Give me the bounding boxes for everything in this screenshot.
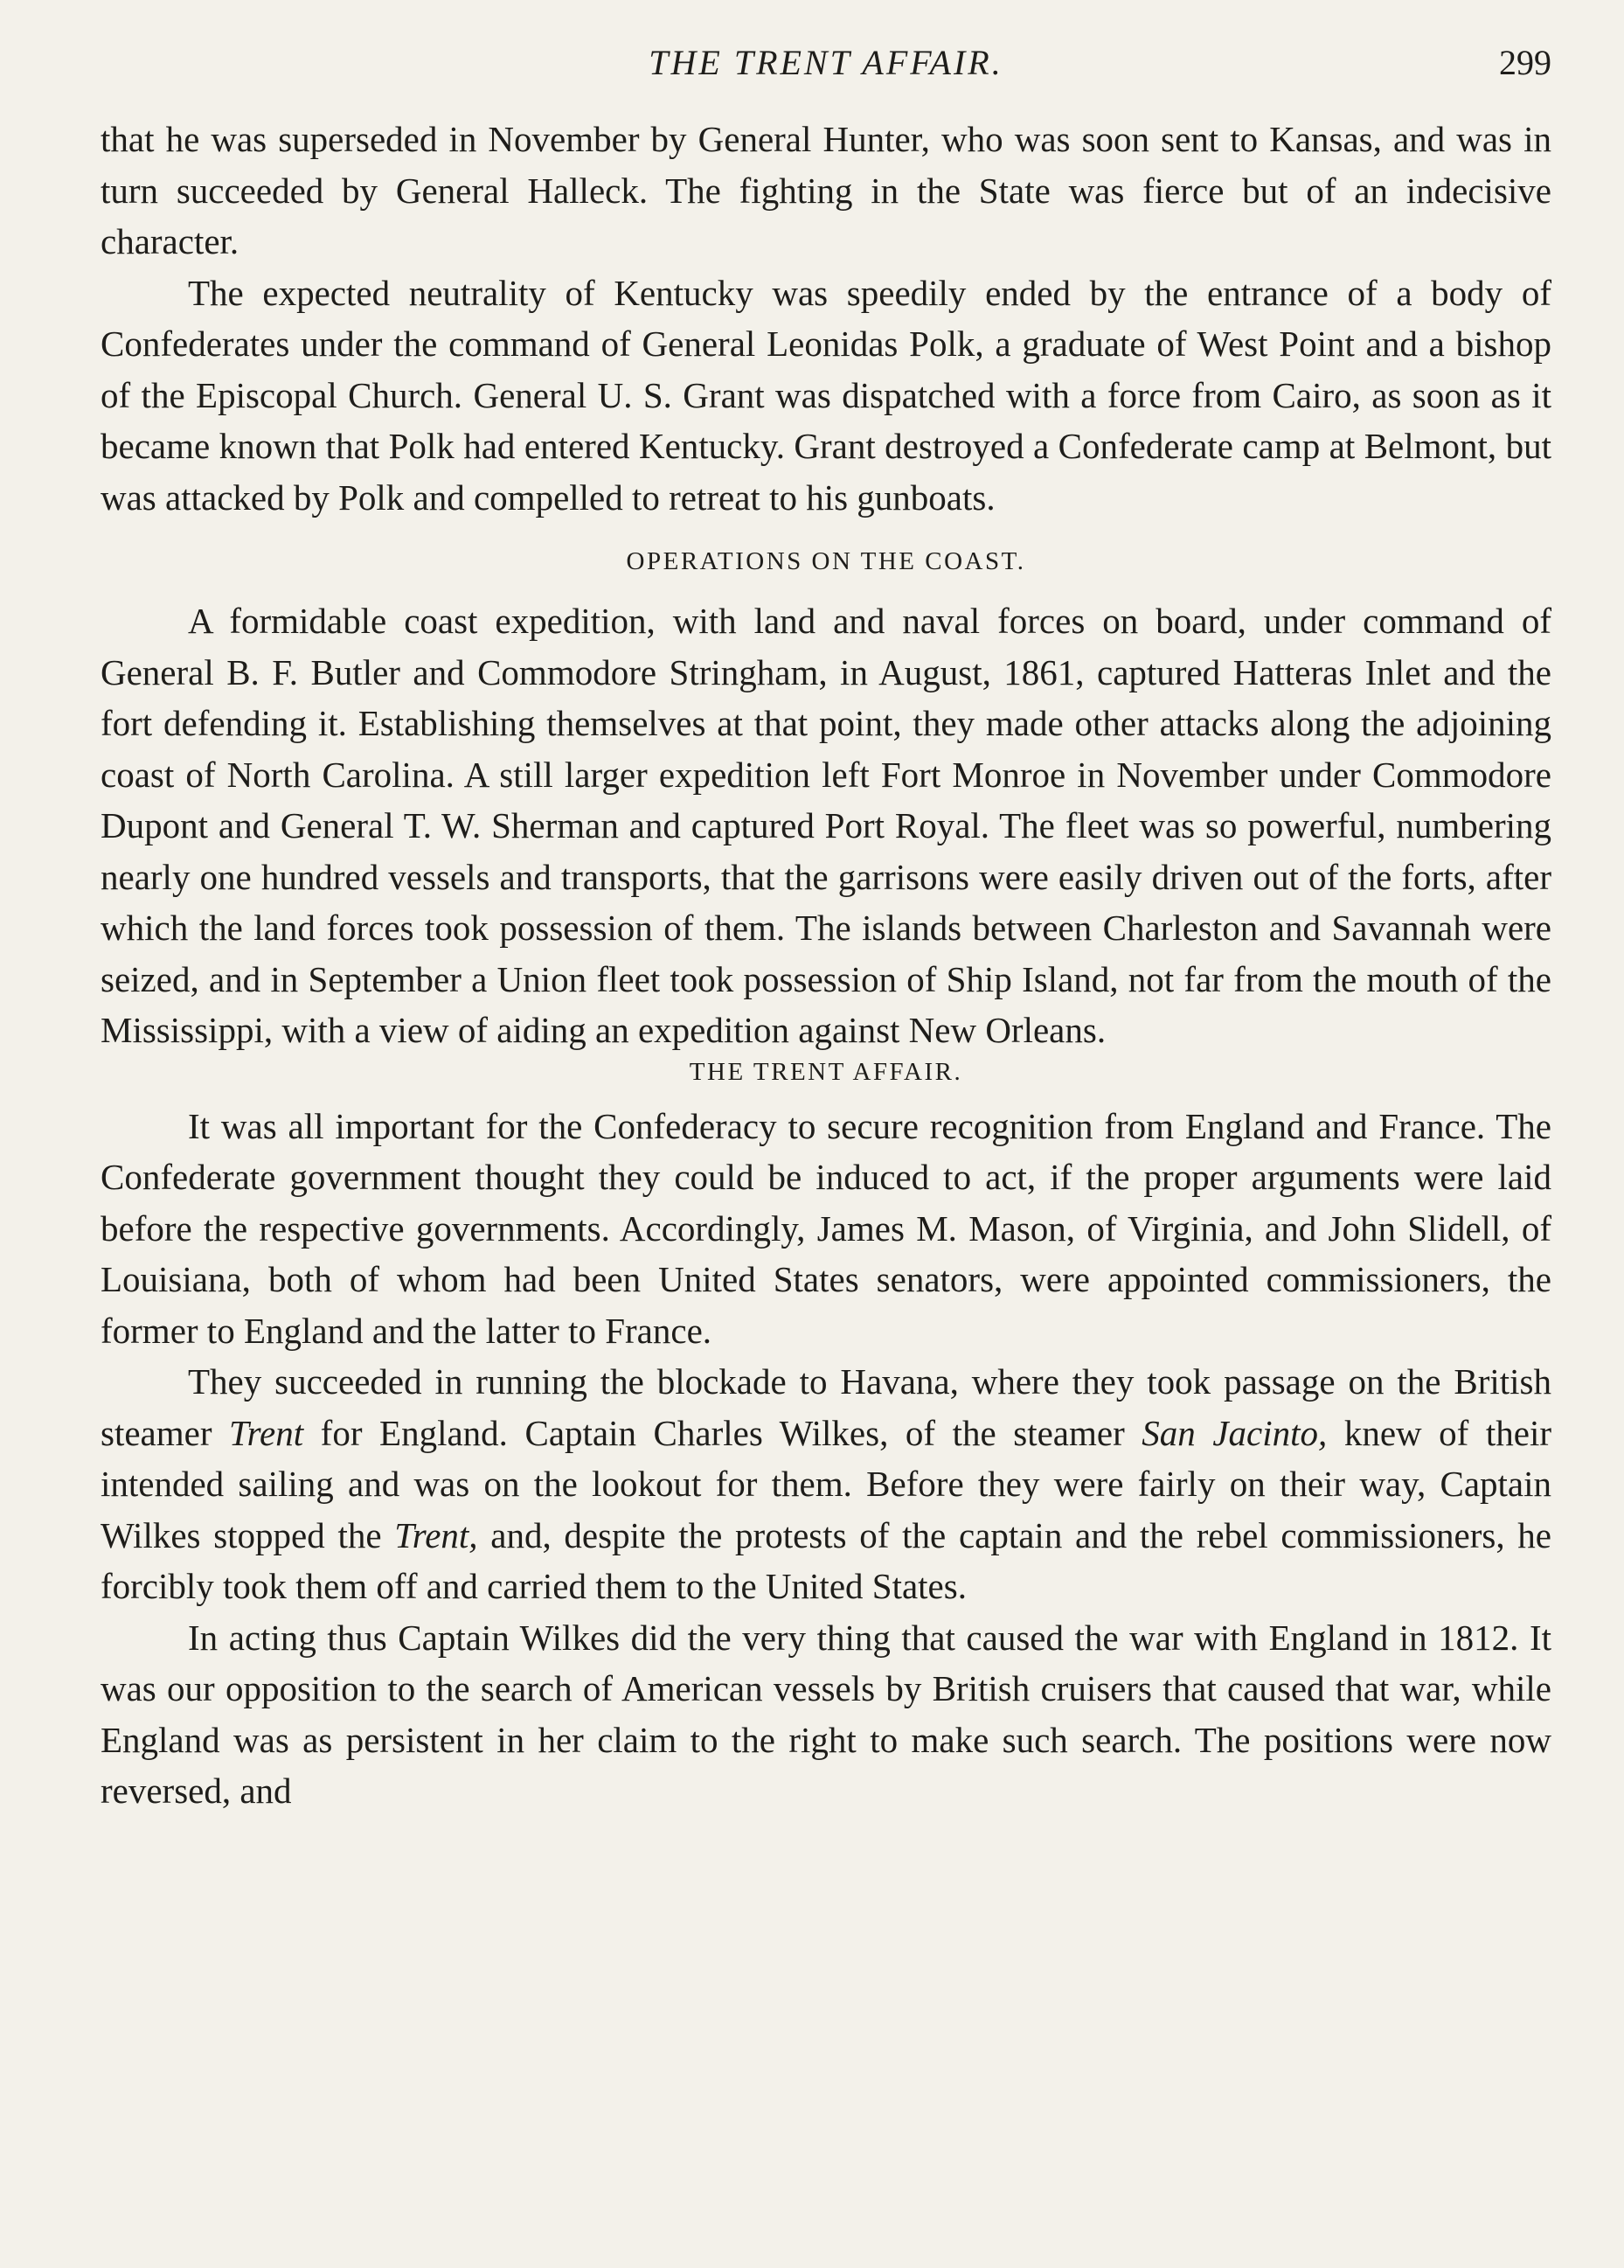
text-run: for England. Captain Charles Wilkes, of the steamer bbox=[303, 1412, 1142, 1453]
running-title: THE TRENT AFFAIR. bbox=[649, 43, 1003, 82]
paragraph-blockade-havana bbox=[101, 1356, 1551, 1612]
running-header bbox=[101, 35, 1551, 114]
paragraph-hunter-halleck: that he was superseded in November by General Hunter, who was soon sent to Kansas, and was in turn succeeded by General Halleck. The fighting in the State was fierce but of an indecisive character. bbox=[101, 119, 1551, 261]
ship-name-trent: Trent bbox=[229, 1412, 304, 1453]
text-run: knew of their intended sailing and was on the lookout for them. Before they were fairly on their way, Captain Wilkes stopped the bbox=[101, 1412, 1552, 1555]
paragraph-war-of-1812: In acting thus Captain Wilkes did the very thing that caused the war with England in 1812. It was our opposition to the search of American vessels by British cruisers that caused that war, while England was as persistent in her claim to the right to make such search. The positions were now reversed, and bbox=[101, 1617, 1551, 1811]
paragraph-coast-expedition: A formidable coast expedition, with land and naval forces on board, under command of General B. F. Butler and Commodore Stringham, in August, 1861, captured Hatteras Inlet and the fort defending it. Establishing themselves at that point, they made other attacks along the adjoining coast of North Carolina. A still larger expedition left Fort Monroe in November under Commodore Dupont and General T. W. Sherman and captured Port Royal. The fleet was so powerful, numbering nearly one hundred vessels and transports, that the garrisons were easily driven out of the forts, after which the land forces took possession of them. The islands between Charleston and Savannah were seized, and in September a Union fleet took possession of Ship Island, not far from the mouth of the Mississippi, with a view of aiding an expedition against New Orleans. bbox=[101, 601, 1551, 1050]
text-run: They succeeded in running the blockade to Havana, where they took passage on the British steamer bbox=[101, 1361, 1551, 1453]
page-number: 299 bbox=[1499, 43, 1551, 82]
book-page bbox=[101, 35, 1551, 1817]
paragraph-confederate-recognition: It was all important for the Confederacy to secure recognition from England and France. The Confederate government thought they could be induced to act, if the proper arguments were laid before the respective governments. Accordingly, James M. Mason, of Virginia, and John Slidell, of Louisiana, both of whom had been United States senators, were appointed commissioners, the former to England and the latter to France. bbox=[101, 1105, 1551, 1351]
ship-name-trent: Trent, bbox=[394, 1514, 478, 1555]
section-heading-operations-on-the-coast: OPERATIONS ON THE COAST. bbox=[626, 547, 1026, 575]
section-heading-trent-affair: THE TRENT AFFAIR. bbox=[689, 1057, 963, 1086]
ship-name-san-jacinto: San Jacinto, bbox=[1142, 1412, 1328, 1453]
paragraph-kentucky-neutrality: The expected neutrality of Kentucky was speedily ended by the entrance of a body of Confederates under the command of General Leonidas Polk, a graduate of West Point and a bishop of the Episcopal Church. General U. S. Grant was dispatched with a force from Cairo, as soon as it became known that Polk had entered Kentucky. Grant destroyed a Confederate camp at Belmont, but was attacked by Polk and compelled to retreat to his gunboats. bbox=[101, 272, 1551, 518]
text-run: and, despite the protests of the captain and the rebel commissioners, he forcibly took them off and carried them to the United States. bbox=[101, 1514, 1551, 1606]
